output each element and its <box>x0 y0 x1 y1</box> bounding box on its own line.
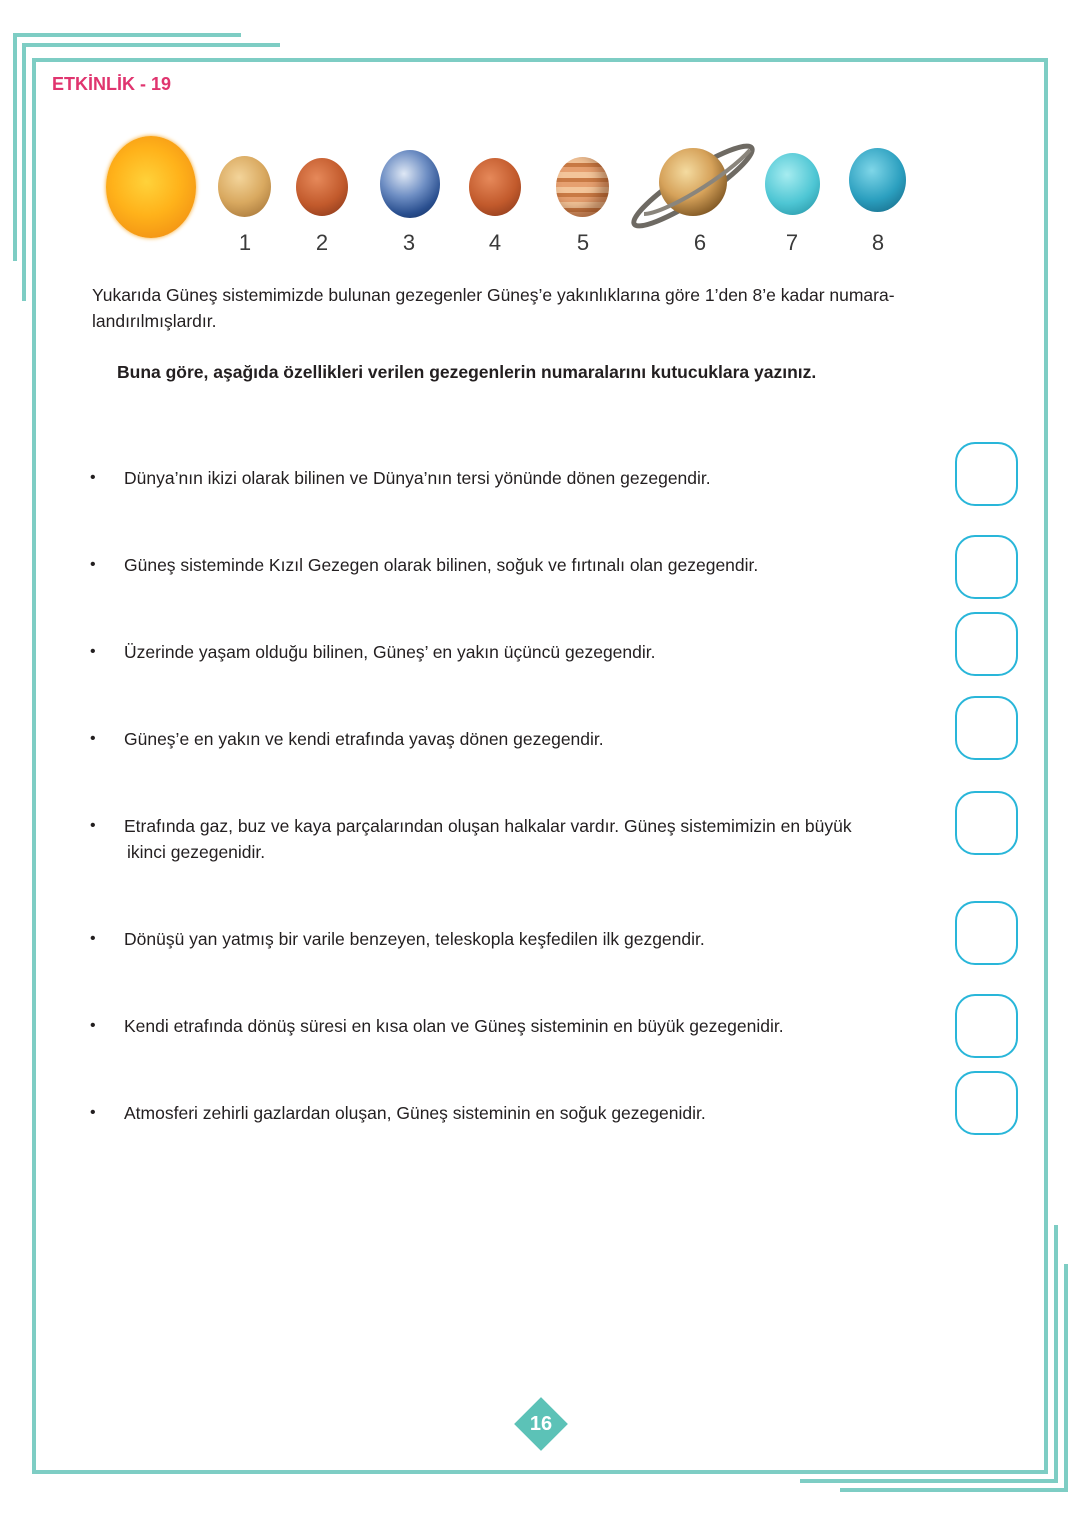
answer-box-7[interactable] <box>955 994 1018 1058</box>
item-text: Güneş’e en yakın ve kendi etrafında yavaş dönen gezegendir. <box>124 729 604 749</box>
frame-bottom-inner <box>800 1479 1058 1483</box>
bullet: • <box>90 930 96 947</box>
mars-icon <box>469 158 521 216</box>
planet-number-1: 1 <box>238 230 252 255</box>
frame-right-outer <box>1064 1264 1068 1492</box>
instruction-text: Buna göre, aşağıda özellikleri verilen gezegenlerin numaralarını kutucuklara yazınız. <box>117 362 817 382</box>
frame-right-inner <box>1054 1225 1058 1483</box>
bullet: • <box>90 1017 96 1034</box>
item-text: Dünya’nın ikizi olarak bilinen ve Dünya’nın tersi yönünde dönen gezegendir. <box>124 468 711 488</box>
item-text: Üzerinde yaşam olduğu bilinen, Güneş’ en yakın üçüncü gezegendir. <box>124 642 656 662</box>
planet-number-5: 5 <box>576 230 590 255</box>
venus-icon <box>296 158 348 216</box>
planet-number-7: 7 <box>785 230 799 255</box>
item-text-line-1: Etrafında gaz, buz ve kaya parçalarından oluşan halkalar vardır. Güneş sistemimizin en büyük <box>124 816 852 836</box>
answer-box-4[interactable] <box>955 696 1018 760</box>
jupiter-icon <box>556 157 609 217</box>
intro-line-2: landırılmışlardır. <box>92 311 217 331</box>
bullet: • <box>90 556 96 573</box>
frame-main-left <box>32 58 36 1474</box>
activity-title: ETKİNLİK - 19 <box>52 74 172 94</box>
mercury-icon <box>218 156 271 217</box>
answer-box-1[interactable] <box>955 442 1018 506</box>
planet-number-6: 6 <box>693 230 707 255</box>
planet-number-4: 4 <box>488 230 502 255</box>
answer-box-5[interactable] <box>955 791 1018 855</box>
item-text: Kendi etrafında dönüş süresi en kısa olan ve Güneş sisteminin en büyük gezegenidir. <box>124 1016 784 1036</box>
intro-paragraph <box>92 282 932 334</box>
uranus-icon <box>765 153 820 215</box>
frame-main-bottom <box>32 1470 1048 1474</box>
frame-bottom-outer <box>840 1488 1068 1492</box>
planet-number-8: 8 <box>871 230 885 255</box>
page-number: 16 <box>529 1413 553 1435</box>
bullet: • <box>90 817 96 834</box>
answer-box-8[interactable] <box>955 1071 1018 1135</box>
bullet: • <box>90 469 96 486</box>
planet-number-3: 3 <box>402 230 416 255</box>
earth-icon <box>380 150 440 218</box>
sun-icon <box>106 136 196 238</box>
frame-main-right <box>1044 58 1048 1474</box>
bullet: • <box>90 730 96 747</box>
frame-main-top <box>32 58 1048 62</box>
item-text: Atmosferi zehirli gazlardan oluşan, Güneş sisteminin en soğuk gezegenidir. <box>124 1103 706 1123</box>
item-text <box>124 813 904 865</box>
saturn-icon <box>626 136 760 232</box>
neptune-icon <box>849 148 906 212</box>
answer-box-6[interactable] <box>955 901 1018 965</box>
answer-box-2[interactable] <box>955 535 1018 599</box>
planet-number-2: 2 <box>315 230 329 255</box>
item-text: Dönüşü yan yatmış bir varile benzeyen, teleskopla keşfedilen ilk gezgendir. <box>124 929 705 949</box>
frame-top-outer <box>13 33 241 37</box>
bullet: • <box>90 643 96 660</box>
answer-box-3[interactable] <box>955 612 1018 676</box>
item-text: Güneş sisteminde Kızıl Gezegen olarak bilinen, soğuk ve fırtınalı olan gezegendir. <box>124 555 759 575</box>
frame-left-inner <box>22 43 26 301</box>
frame-top-inner <box>22 43 280 47</box>
intro-line-1: Yukarıda Güneş sistemimizde bulunan gezegenler Güneş’e yakınlıklarına göre 1’den 8’e kadar numara- <box>92 285 895 305</box>
frame-left-outer <box>13 33 17 261</box>
bullet: • <box>90 1104 96 1121</box>
item-text-line-2: ikinci gezegenidir. <box>127 842 266 862</box>
